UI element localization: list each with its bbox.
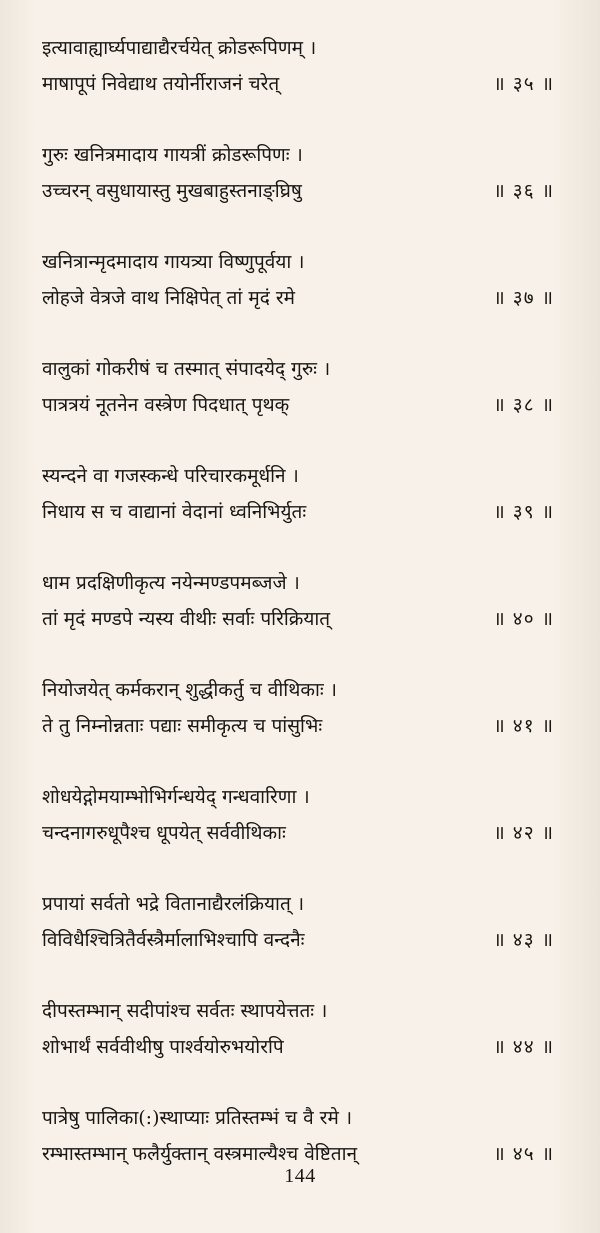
verse-line-second <box>42 601 554 637</box>
verse-number: ॥ ४४ ॥ <box>493 1036 554 1058</box>
verse-line-second <box>42 387 554 423</box>
verse-line-second <box>42 280 554 316</box>
verse-line-second <box>42 494 554 530</box>
verse-block <box>42 30 554 137</box>
verse-text: विविधैश्चित्रितैर्वस्त्रैर्मालाभिश्चापि वन्दनैः <box>42 929 305 951</box>
verse-text: लोहजे वेत्रजे वाथ निक्षिपेत् तां मृदं रमे <box>42 287 295 309</box>
verse-line-second <box>42 66 554 102</box>
verse-number: ॥ ४५ ॥ <box>493 1143 554 1165</box>
verse-text: धाम प्रदक्षिणीकृत्य नयेन्मण्डपमब्जजे । <box>42 572 300 594</box>
verse-block <box>42 351 554 458</box>
page-number: 144 <box>284 1165 316 1187</box>
verse-line-second <box>42 173 554 209</box>
verse-text: नियोजयेत् कर्मकरान् शुद्धीकर्तु च वीथिकाः । <box>42 679 337 701</box>
verse-block <box>42 458 554 565</box>
verse-text: इत्यावाह्यार्घ्यपाद्याद्यैरर्चयेत् क्रोडरूपिणम् । <box>42 37 317 59</box>
verse-text: चन्दनागरुधूपैश्च धूपयेत् सर्ववीथिकाः <box>42 822 286 844</box>
verse-text: ते तु निम्नोन्नताः पद्याः समीकृत्य च पांसुभिः <box>42 715 323 737</box>
verse-text: माषापूपं निवेद्याथ तयोर्नीराजनं चरेत् <box>42 73 280 95</box>
verse-line-first <box>42 1100 554 1136</box>
verse-line-first <box>42 458 554 494</box>
verse-line-second <box>42 815 554 851</box>
verse-text: स्यन्दने वा गजस्कन्धे परिचारकमूर्धनि । <box>42 465 299 487</box>
verse-block <box>42 993 554 1100</box>
verse-line-first <box>42 351 554 387</box>
verse-block <box>42 672 554 779</box>
verse-text: तां मृदं मण्डपे न्यस्य वीथीः सर्वाः परिक्रियात् <box>42 608 331 630</box>
verse-line-first <box>42 30 554 66</box>
verse-text: दीपस्तम्भान् सदीपांश्च सर्वतः स्थापयेत्ततः । <box>42 1000 328 1022</box>
verse-block <box>42 565 554 672</box>
verse-number: ॥ ३५ ॥ <box>493 73 554 95</box>
verse-block <box>42 886 554 993</box>
verse-text: पात्रेषु पालिका(:)स्थाप्याः प्रतिस्तम्भं च वै रमे । <box>42 1107 353 1129</box>
verse-number: ॥ ४० ॥ <box>493 608 554 630</box>
verse-line-second <box>42 1029 554 1065</box>
verse-line-first <box>42 244 554 280</box>
verse-text: खनित्रान्मृदमादाय गायत्र्या विष्णुपूर्वया । <box>42 251 305 273</box>
verse-text: निधाय स च वाद्यानां वेदानां ध्वनिभिर्युतः <box>42 501 307 523</box>
verse-line-second <box>42 708 554 744</box>
verse-text: उच्चरन् वसुधायास्तु मुखबाहुस्तनाङ्घ्रिषु <box>42 180 302 202</box>
verse-number: ॥ ३९ ॥ <box>493 501 554 523</box>
verse-text: गुरुः खनित्रमादाय गायत्रीं क्रोडरूपिणः । <box>42 144 303 166</box>
verse-block <box>42 1100 554 1207</box>
verse-line-first <box>42 886 554 922</box>
verse-number: ॥ ३८ ॥ <box>493 394 554 416</box>
verse-number: ॥ ३६ ॥ <box>493 180 554 202</box>
verse-number: ॥ ४२ ॥ <box>493 822 554 844</box>
verse-line-first <box>42 137 554 173</box>
verse-line-first <box>42 779 554 815</box>
verse-text: प्रपायां सर्वतो भद्रे वितानाद्यैरलंक्रियात् । <box>42 893 305 915</box>
verse-block <box>42 244 554 351</box>
verse-text: शोभार्थं सर्ववीथीषु पार्श्वयोरुभयोरपि <box>42 1036 284 1058</box>
verse-number: ॥ ४३ ॥ <box>493 929 554 951</box>
verse-line-first <box>42 993 554 1029</box>
verse-text: पात्रत्रयं नूतनेन वस्त्रेण पिदधात् पृथक् <box>42 394 290 416</box>
verse-block <box>42 779 554 886</box>
verse-number: ॥ ३७ ॥ <box>493 287 554 309</box>
verse-line-first <box>42 565 554 601</box>
verse-line-second <box>42 922 554 958</box>
verse-text: वालुकां गोकरीषं च तस्मात् संपादयेद् गुरुः । <box>42 358 331 380</box>
verse-number: ॥ ४१ ॥ <box>493 715 554 737</box>
verse-text: शोधयेद्गोमयाम्भोभिर्गन्धयेद् गन्धवारिणा । <box>42 786 310 808</box>
verse-block <box>42 137 554 244</box>
verse-line-first <box>42 672 554 708</box>
verse-text: रम्भास्तम्भान् फलैर्युक्तान् वस्त्रमाल्यैश्च वेष्टितान् <box>42 1143 358 1165</box>
verse-list <box>42 30 554 1207</box>
